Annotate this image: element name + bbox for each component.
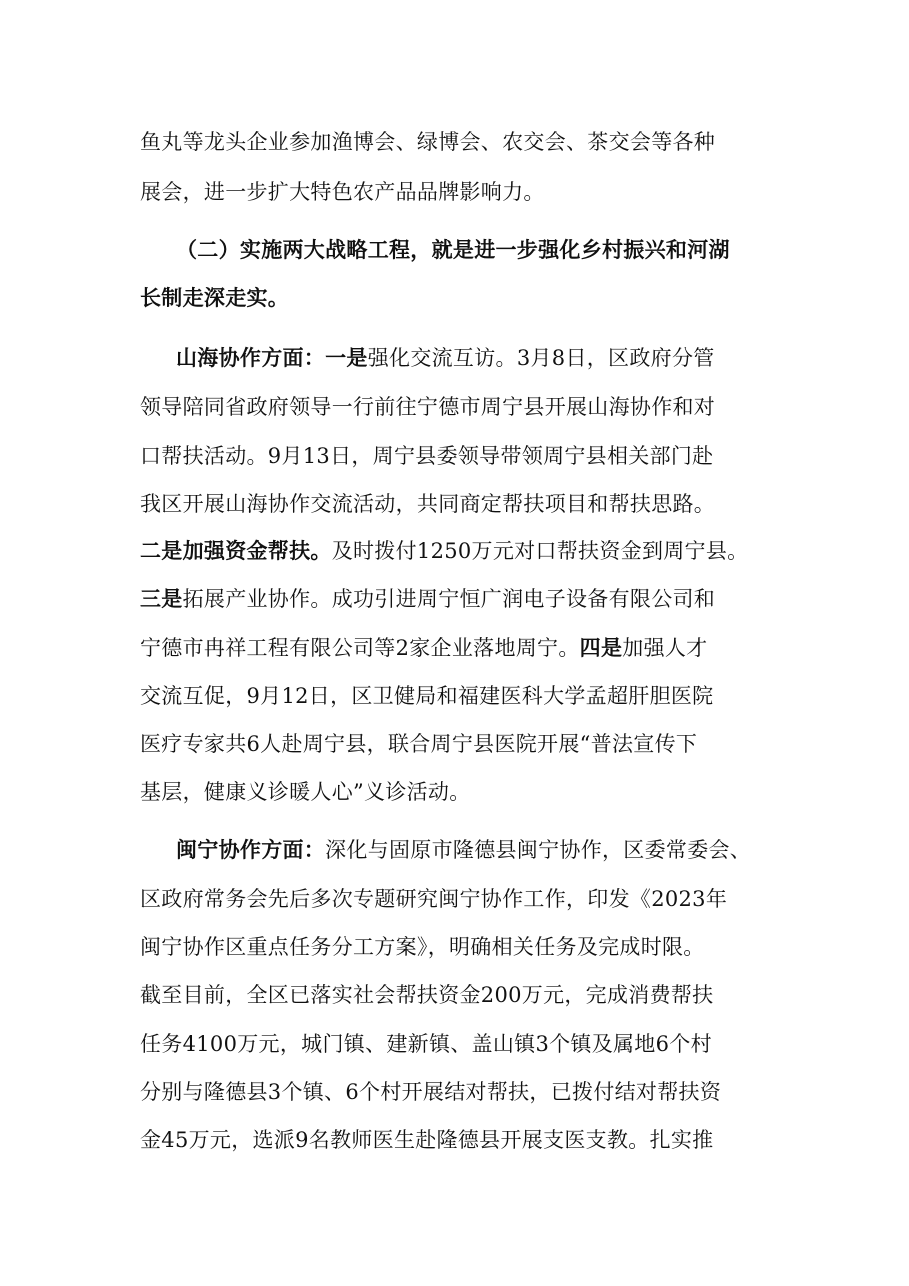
paragraph-line bbox=[176, 343, 715, 373]
text-run: 展会，进一步扩大特色农产品品牌影响力。 bbox=[140, 180, 545, 204]
text-run: 拓展产业协作。成功引进周宁恒广润电子设备有限公司和 bbox=[182, 587, 716, 611]
section-heading bbox=[176, 235, 730, 265]
item-label: 四是 bbox=[579, 635, 623, 660]
paragraph-line bbox=[140, 980, 713, 1010]
section-heading bbox=[140, 283, 289, 313]
paragraph-line bbox=[140, 536, 748, 566]
section-heading-text: （二）实施两大战略工程，就是进一步强化乡村振兴和河湖 bbox=[176, 237, 730, 262]
text-run: 闽宁协作区重点任务分工方案》，明确相关任务及完成时限。 bbox=[140, 935, 705, 959]
paragraph-line bbox=[140, 392, 715, 422]
item-label: 一是 bbox=[325, 345, 368, 370]
text-run: 加强人才 bbox=[622, 636, 708, 660]
text-run: 宁德市冉祥工程有限公司等2家企业落地周宁。 bbox=[140, 636, 580, 660]
text-run: 金45万元，选派9名教师医生赴隆德县开展支医支教。扎实推 bbox=[140, 1128, 714, 1152]
text-run: 分别与隆德县3个镇、6个村开展结对帮扶，已拨付结对帮扶资 bbox=[140, 1080, 722, 1104]
paragraph-line bbox=[140, 1077, 721, 1107]
paragraph-line bbox=[140, 633, 707, 663]
paragraph-line bbox=[140, 884, 727, 914]
subsection-heading: 山海协作方面： bbox=[176, 345, 326, 370]
text-run: 强化交流互访。3月8日，区政府分管 bbox=[367, 346, 715, 370]
paragraph-line bbox=[140, 127, 715, 157]
text-run: 交流互促，9月12日，区卫健局和福建医科大学孟超肝胆医院 bbox=[140, 684, 714, 708]
text-run: 及时拨付1250万元对口帮扶资金到周宁县。 bbox=[331, 539, 749, 563]
text-run: 深化与固原市隆德县闽宁协作，区委常委会、 bbox=[325, 838, 752, 862]
paragraph-line bbox=[140, 681, 713, 711]
section-heading-text: 长制走深走实。 bbox=[140, 285, 290, 310]
paragraph-line bbox=[176, 835, 751, 865]
text-run: 领导陪同省政府领导一行前往宁德市周宁县开展山海协作和对 bbox=[140, 395, 716, 419]
text-run: 基层，健康义诊暖人心”义诊活动。 bbox=[140, 780, 471, 804]
text-run: 鱼丸等龙头企业参加渔博会、绿博会、农交会、茶交会等各种 bbox=[140, 130, 716, 154]
paragraph-line bbox=[140, 1029, 712, 1059]
text-run: 截至目前，全区已落实社会帮扶资金200万元，完成消费帮扶 bbox=[140, 983, 714, 1007]
text-run: 任务4100万元，城门镇、建新镇、盖山镇3个镇及属地6个村 bbox=[140, 1032, 712, 1056]
item-label: 二是加强资金帮扶。 bbox=[140, 538, 332, 563]
paragraph-line bbox=[140, 489, 715, 519]
text-run: 医疗专家共6人赴周宁县，联合周宁县医院开展“普法宣传下 bbox=[140, 732, 698, 756]
text-run: 口帮扶活动。9月13日，周宁县委领导带领周宁县相关部门赴 bbox=[140, 444, 714, 468]
paragraph-line bbox=[140, 177, 545, 207]
paragraph-line bbox=[140, 1125, 713, 1155]
paragraph-line bbox=[140, 584, 715, 614]
item-label: 三是 bbox=[140, 586, 183, 611]
paragraph-line bbox=[140, 777, 471, 807]
text-run: 我区开展山海协作交流活动，共同商定帮扶项目和帮扶思路。 bbox=[140, 492, 716, 516]
paragraph-line bbox=[140, 729, 697, 759]
text-run: 区政府常务会先后多次专题研究闽宁协作工作，印发《2023年 bbox=[140, 887, 728, 911]
paragraph-line bbox=[140, 441, 713, 471]
subsection-heading: 闽宁协作方面： bbox=[176, 837, 326, 862]
paragraph-line bbox=[140, 932, 705, 962]
